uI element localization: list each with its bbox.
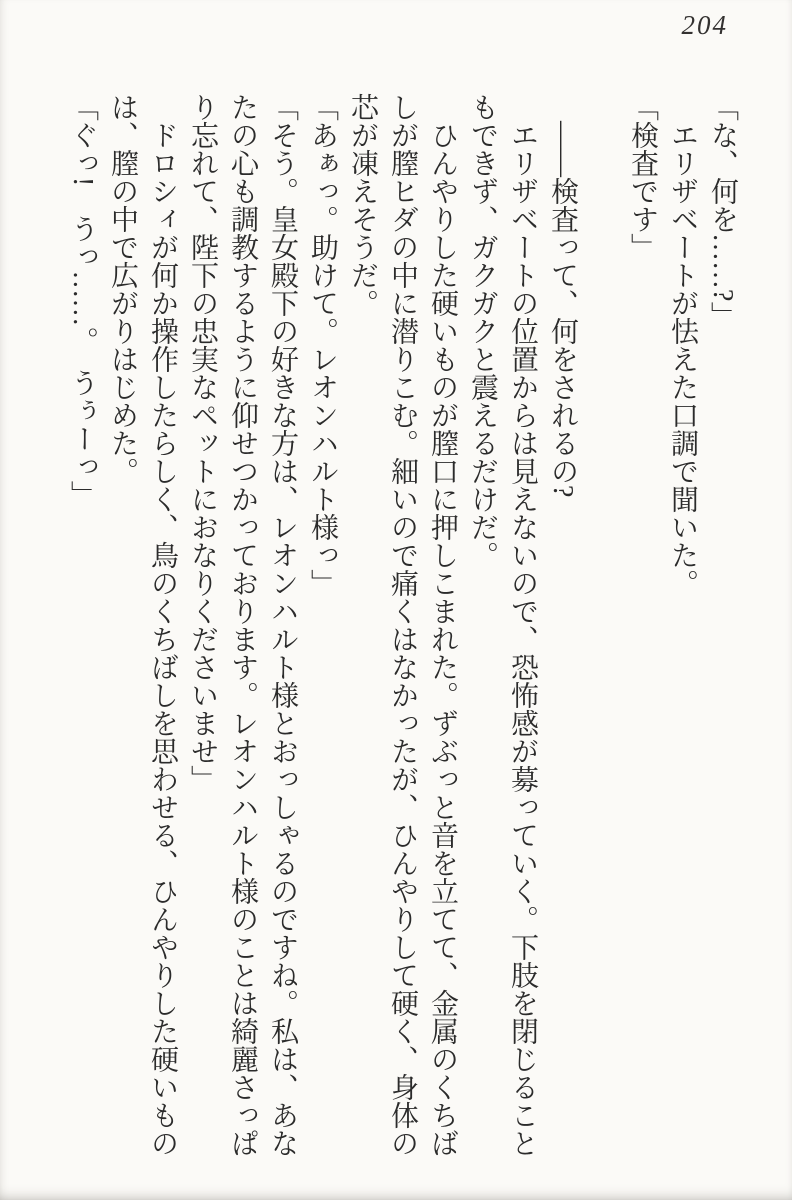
text-line: ――検査って、何をされるの? [547, 121, 578, 498]
text-line: エリザベートの位置からは見えないので、恐怖感が募っていく。下肢を閉じること [507, 121, 538, 1157]
text-line: しが膣ヒダの中に潜りこむ。細いので痛くはなかったが、ひんやりして硬く、身体の [387, 93, 418, 1157]
text-line: は、膣の中で広がりはじめた。 [107, 93, 138, 485]
text-line: 「な、何を……?」 [707, 93, 738, 330]
vertical-text-block [62, 93, 742, 1165]
text-line: エリザベートが怯えた口調で聞いた。 [667, 121, 698, 597]
text-line: もできず、ガクガクと震えるだけだ。 [467, 93, 498, 569]
page-number: 204 [681, 10, 728, 40]
text-line: 「そう。皇女殿下の好きな方は、レオンハルト様とおっしゃるのですね。私は、あな [267, 93, 298, 1157]
text-line: り忘れて、陛下の忠実なペットにおなりくださいませ」 [187, 93, 218, 793]
text-line: 「あぁっ。助けて。レオンハルト様っ」 [307, 93, 338, 597]
text-line: 「ぐっ! うっ……。 うぅーっ」 [67, 93, 98, 509]
text-line: ひんやりした硬いものが膣口に押しこまれた。ずぶっと音を立てて、金属のくちば [427, 121, 458, 1157]
text-line: ドロシィが何か操作したらしく、鳥のくちばしを思わせる、ひんやりした硬いもの [147, 121, 178, 1157]
text-line: 芯が凍えそうだ。 [347, 93, 378, 317]
text-line: たの心も調教するように仰せつかっております。レオンハルト様のことは綺麗さっぱ [227, 93, 258, 1157]
text-line: 「検査です」 [627, 93, 658, 261]
blank-line [582, 93, 622, 1165]
